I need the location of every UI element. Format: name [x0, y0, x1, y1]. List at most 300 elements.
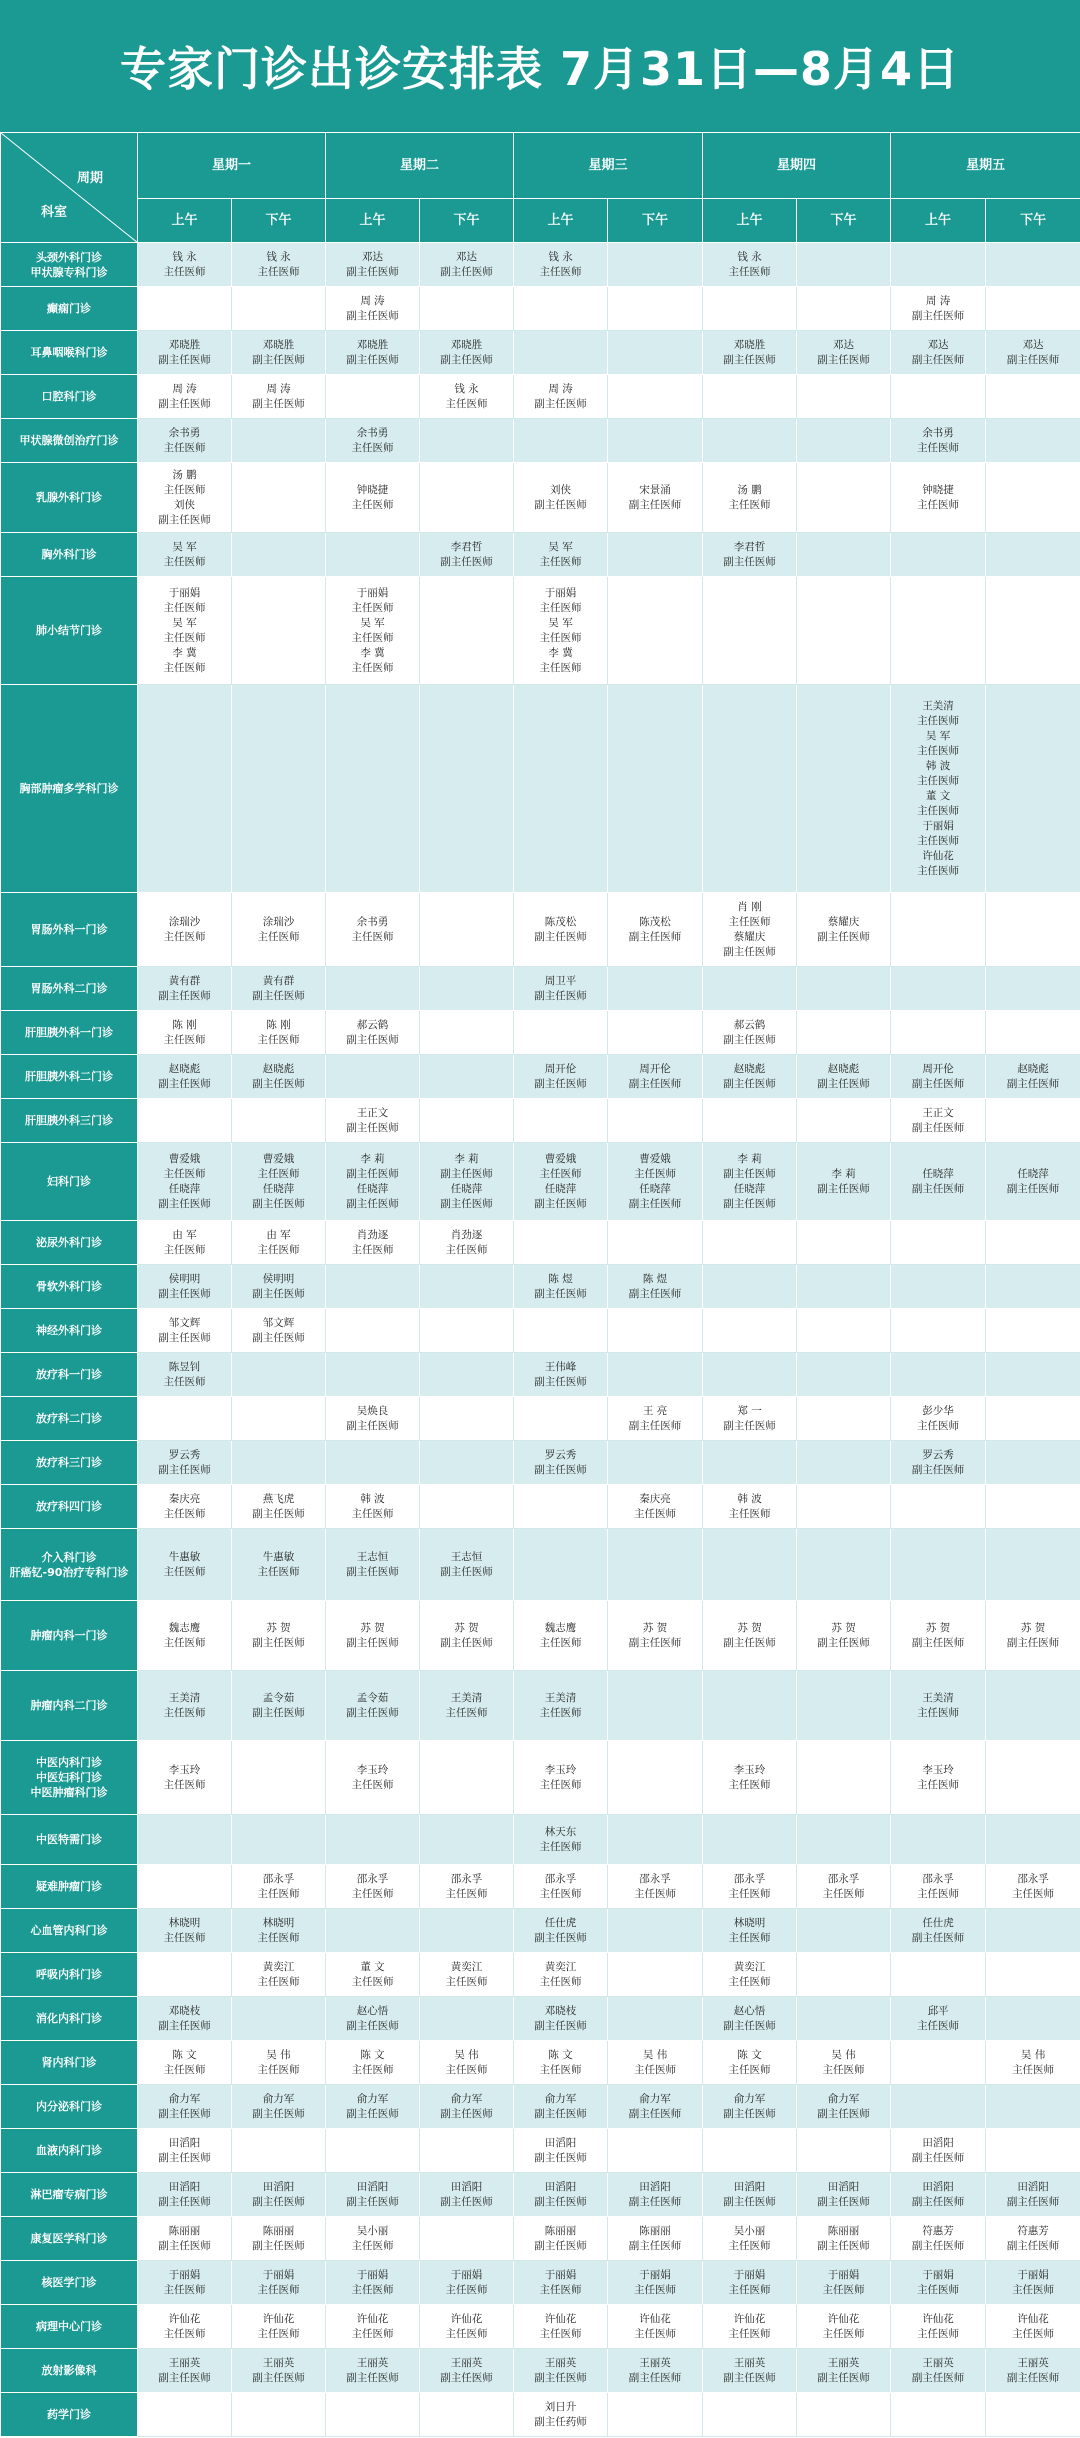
schedule-cell — [514, 1601, 608, 1671]
doctor-name: 李 莉 — [831, 1167, 856, 1180]
schedule-cell — [326, 1353, 420, 1397]
dept-cell — [1, 2173, 138, 2217]
schedule-cell — [232, 2129, 326, 2173]
doctor-name: 王丽英 — [168, 2356, 201, 2369]
schedule-cell — [703, 2129, 797, 2173]
schedule-cell — [891, 1265, 986, 1309]
schedule-cell — [138, 287, 232, 331]
schedule-cell — [138, 2041, 232, 2085]
schedule-body — [1, 243, 1080, 2437]
schedule-cell — [326, 2393, 420, 2437]
doctor-name: 任晓萍 — [1017, 1167, 1049, 1180]
schedule-cell — [608, 2129, 703, 2173]
schedule-cell — [326, 1909, 420, 1953]
doctor-title: 副主任医师 — [534, 2239, 587, 2252]
schedule-cell — [797, 243, 891, 287]
doctor-name: 周 涛 — [548, 382, 573, 395]
schedule-cell — [138, 2085, 232, 2129]
schedule-cell — [891, 1221, 986, 1265]
schedule-cell — [608, 1815, 703, 1865]
schedule-cell — [703, 331, 797, 375]
am-header: 上午 — [891, 199, 986, 243]
schedule-cell — [232, 1441, 326, 1485]
doctor-title: 副主任医师 — [346, 1167, 399, 1180]
doctor-name: 秦庆亮 — [639, 1492, 671, 1505]
schedule-cell — [232, 1815, 326, 1865]
doctor-title: 主任医师 — [1012, 2063, 1055, 2076]
doctor-name: 许仙花 — [1017, 2312, 1049, 2325]
schedule-cell — [138, 1099, 232, 1143]
doctor-name: 任晓萍 — [450, 1182, 483, 1195]
schedule-cell — [138, 2217, 232, 2261]
schedule-cell — [326, 243, 420, 287]
doctor-title: 主任医师 — [163, 1931, 206, 1944]
schedule-row — [1, 1909, 1080, 1953]
schedule-cell — [138, 1671, 232, 1741]
schedule-cell — [326, 463, 420, 533]
doctor-title: 主任医师 — [163, 265, 206, 278]
doctor-title: 副主任医师 — [817, 2371, 870, 2384]
doctor-title: 主任医师 — [351, 661, 394, 674]
schedule-cell — [514, 1529, 608, 1601]
schedule-cell — [514, 1815, 608, 1865]
doctor-title: 副主任医师 — [911, 309, 965, 322]
doctor-name: 吴 伟 — [454, 2048, 479, 2061]
dept-cell — [1, 2261, 138, 2305]
schedule-cell — [797, 1309, 891, 1353]
schedule-cell — [420, 287, 514, 331]
schedule-cell — [420, 1099, 514, 1143]
doctor-title: 主任医师 — [728, 2283, 771, 2296]
schedule-cell — [514, 463, 608, 533]
schedule-cell — [891, 331, 986, 375]
doctor-name: 林天东 — [544, 1825, 577, 1838]
doctor-title: 主任医师 — [917, 498, 960, 511]
schedule-cell — [514, 1143, 608, 1221]
schedule-cell — [514, 1909, 608, 1953]
schedule-cell — [891, 1953, 986, 1997]
doctor-name: 任晓萍 — [922, 1167, 954, 1180]
schedule-cell — [420, 1997, 514, 2041]
schedule-cell — [514, 331, 608, 375]
doctor-name: 王志恒 — [450, 1550, 483, 1563]
schedule-cell — [514, 1741, 608, 1815]
schedule-cell — [420, 1815, 514, 1865]
day-header: 星期五 — [891, 133, 1080, 199]
doctor-title: 副主任医师 — [346, 2371, 399, 2384]
dept-cell — [1, 1011, 138, 1055]
doctor-name: 陈 文 — [737, 2048, 762, 2061]
dept-name: 骨软外科门诊 — [36, 1280, 102, 1293]
schedule-cell — [986, 2173, 1080, 2217]
doctor-title: 主任医师 — [917, 1419, 960, 1432]
doctor-title: 主任医师 — [257, 1975, 300, 1988]
doctor-name: 于丽娟 — [168, 2268, 201, 2281]
schedule-cell — [797, 893, 891, 967]
doctor-name: 肖劲逐 — [450, 1228, 483, 1241]
doctor-title: 副主任医师 — [440, 1167, 493, 1180]
doctor-name: 许仙花 — [922, 849, 954, 862]
doctor-name: 符惠芳 — [922, 2224, 954, 2237]
dept-name: 疑难肿瘤门诊 — [36, 1880, 102, 1893]
doctor-name: 由 军 — [172, 1228, 197, 1241]
schedule-cell — [420, 1865, 514, 1909]
schedule-cell — [608, 1741, 703, 1815]
schedule-cell — [232, 577, 326, 685]
pm-header: 下午 — [608, 199, 703, 243]
schedule-cell — [420, 1397, 514, 1441]
dept-name: 肝癌钇-90治疗专科门诊 — [9, 1565, 129, 1579]
dept-name: 血液内科门诊 — [36, 2144, 102, 2157]
schedule-cell — [608, 1099, 703, 1143]
doctor-title: 副主任医师 — [628, 1287, 682, 1300]
schedule-row — [1, 1601, 1080, 1671]
doctor-name: 苏 贺 — [737, 1621, 762, 1634]
doctor-title: 主任医师 — [917, 1706, 960, 1719]
doctor-name: 黄奕江 — [733, 1960, 766, 1973]
schedule-cell — [608, 463, 703, 533]
doctor-title: 主任医师 — [728, 1507, 771, 1520]
schedule-cell — [326, 2349, 420, 2393]
doctor-title: 主任医师 — [163, 2283, 206, 2296]
doctor-title: 主任医师 — [539, 2063, 582, 2076]
doctor-title: 主任医师 — [728, 1778, 771, 1791]
schedule-cell — [138, 1485, 232, 1529]
doctor-name: 王 亮 — [642, 1404, 668, 1417]
schedule-cell — [986, 1011, 1080, 1055]
doctor-name: 俞力军 — [827, 2092, 860, 2105]
schedule-cell — [420, 2173, 514, 2217]
schedule-cell — [232, 2393, 326, 2437]
doctor-title: 主任医师 — [445, 1887, 488, 1900]
schedule-cell — [891, 2305, 986, 2349]
doctor-title: 副主任医师 — [252, 397, 305, 410]
doctor-name: 任仕虎 — [544, 1916, 577, 1929]
dept-cell — [1, 2217, 138, 2261]
doctor-title: 主任医师 — [163, 2327, 206, 2340]
doctor-name: 郑 一 — [737, 1404, 762, 1417]
dept-name: 放疗科一门诊 — [36, 1368, 102, 1381]
doctor-name: 赵晓彪 — [733, 1062, 766, 1075]
schedule-cell — [797, 375, 891, 419]
schedule-cell — [608, 1865, 703, 1909]
schedule-cell — [138, 1221, 232, 1265]
schedule-cell — [608, 2217, 703, 2261]
doctor-name: 任晓萍 — [168, 1182, 201, 1195]
schedule-cell — [514, 1265, 608, 1309]
schedule-cell — [326, 1485, 420, 1529]
schedule-cell — [891, 287, 986, 331]
doctor-title: 主任医师 — [163, 930, 206, 943]
dept-cell — [1, 1055, 138, 1099]
schedule-cell — [326, 893, 420, 967]
doctor-name: 田滔阳 — [544, 2180, 577, 2193]
doctor-name: 田滔阳 — [922, 2136, 954, 2149]
schedule-cell — [703, 1441, 797, 1485]
doctor-title: 副主任医师 — [158, 2195, 211, 2208]
am-header: 上午 — [703, 199, 797, 243]
schedule-cell — [514, 1485, 608, 1529]
schedule-cell — [986, 2349, 1080, 2393]
doctor-title: 副主任医师 — [158, 2371, 211, 2384]
doctor-title: 主任医师 — [163, 1243, 206, 1256]
schedule-cell — [138, 1143, 232, 1221]
doctor-name: 苏 贺 — [1020, 1621, 1046, 1634]
schedule-cell — [986, 1529, 1080, 1601]
schedule-cell — [797, 685, 891, 893]
doctor-name: 韩 波 — [925, 759, 951, 772]
schedule-cell — [232, 331, 326, 375]
doctor-title: 副主任医师 — [911, 2371, 965, 2384]
doctor-name: 魏志鹰 — [544, 1621, 577, 1634]
doctor-name: 田滔阳 — [827, 2180, 860, 2193]
schedule-cell — [703, 1529, 797, 1601]
schedule-cell — [891, 1815, 986, 1865]
doctor-name: 周开伦 — [639, 1062, 671, 1075]
schedule-cell — [232, 1055, 326, 1099]
doctor-name: 俞力军 — [356, 2092, 389, 2105]
schedule-cell — [420, 1441, 514, 1485]
doctor-title: 副主任医师 — [534, 2107, 587, 2120]
doctor-title: 主任医师 — [634, 2063, 677, 2076]
doctor-title: 副主任医师 — [534, 498, 587, 511]
doctor-title: 主任医师 — [257, 1033, 300, 1046]
doctor-title: 副主任医师 — [252, 2195, 305, 2208]
schedule-cell — [891, 577, 986, 685]
doctor-title: 副主任医师 — [534, 1197, 587, 1210]
doctor-title: 主任医师 — [163, 1706, 206, 1719]
schedule-cell — [703, 2305, 797, 2349]
doctor-name: 邵永孚 — [922, 1872, 954, 1885]
corner-diagonal — [1, 133, 138, 243]
schedule-cell — [986, 419, 1080, 463]
schedule-row — [1, 1997, 1080, 2041]
schedule-cell — [891, 2085, 986, 2129]
doctor-name: 钟晓捷 — [356, 483, 389, 496]
schedule-cell — [797, 1485, 891, 1529]
doctor-title: 主任医师 — [822, 2283, 865, 2296]
doctor-title: 主任医师 — [351, 498, 394, 511]
schedule-row — [1, 1865, 1080, 1909]
schedule-cell — [138, 2305, 232, 2349]
schedule-cell — [420, 1353, 514, 1397]
schedule-cell — [608, 1011, 703, 1055]
doctor-name: 陈 文 — [172, 2048, 197, 2061]
doctor-title: 主任医师 — [539, 1975, 582, 1988]
schedule-cell — [326, 1815, 420, 1865]
doctor-title: 主任医师 — [539, 265, 582, 278]
doctor-title: 主任医师 — [728, 2063, 771, 2076]
dept-cell — [1, 893, 138, 967]
schedule-cell — [703, 1099, 797, 1143]
schedule-cell — [608, 1143, 703, 1221]
schedule-cell — [138, 533, 232, 577]
schedule-cell — [232, 287, 326, 331]
doctor-title: 主任医师 — [163, 555, 206, 568]
schedule-cell — [797, 1997, 891, 2041]
schedule-cell — [891, 2217, 986, 2261]
schedule-cell — [420, 2261, 514, 2305]
schedule-row — [1, 1265, 1080, 1309]
dept-name: 病理中心门诊 — [36, 2320, 102, 2333]
doctor-title: 主任医师 — [1012, 2327, 1055, 2340]
schedule-cell — [514, 893, 608, 967]
doctor-name: 王丽英 — [922, 2356, 954, 2369]
dept-name: 神经外科门诊 — [36, 1324, 102, 1337]
doctor-title: 主任医师 — [351, 631, 394, 644]
doctor-title: 副主任医师 — [723, 555, 776, 568]
schedule-cell — [891, 1441, 986, 1485]
dept-name: 肝胆胰外科二门诊 — [25, 1070, 113, 1083]
doctor-name: 赵心悟 — [356, 2004, 389, 2017]
schedule-cell — [514, 1055, 608, 1099]
schedule-cell — [797, 1353, 891, 1397]
doctor-name: 牛惠敏 — [262, 1550, 295, 1563]
doctor-name: 于丽娟 — [1017, 2268, 1049, 2281]
schedule-cell — [326, 1221, 420, 1265]
schedule-cell — [797, 419, 891, 463]
doctor-name: 罗云秀 — [544, 1448, 577, 1461]
doctor-name: 周 涛 — [925, 294, 951, 307]
dept-cell — [1, 1997, 138, 2041]
dept-name: 内分泌科门诊 — [36, 2100, 102, 2113]
doctor-name: 陈丽丽 — [262, 2224, 295, 2237]
dept-cell — [1, 331, 138, 375]
schedule-cell — [703, 2393, 797, 2437]
schedule-cell — [608, 1353, 703, 1397]
corner-header — [1, 133, 138, 243]
doctor-title: 副主任医师 — [817, 1182, 870, 1195]
schedule-cell — [232, 1997, 326, 2041]
doctor-title: 副主任医师 — [534, 2019, 587, 2032]
doctor-name: 邓晓胜 — [356, 338, 389, 351]
dept-cell — [1, 1909, 138, 1953]
doctor-name: 汤 鹏 — [737, 483, 762, 496]
dept-name: 口腔科门诊 — [41, 390, 97, 403]
schedule-cell — [986, 1485, 1080, 1529]
schedule-cell — [608, 1671, 703, 1741]
schedule-cell — [232, 1011, 326, 1055]
doctor-title: 副主任医师 — [534, 1375, 587, 1388]
doctor-name: 吴 伟 — [642, 2048, 668, 2061]
schedule-cell — [986, 577, 1080, 685]
schedule-cell — [138, 1865, 232, 1909]
doctor-name: 李 冀 — [548, 646, 573, 659]
day-header: 星期二 — [326, 133, 514, 199]
schedule-cell — [703, 2261, 797, 2305]
schedule-cell — [608, 1997, 703, 2041]
dept-cell — [1, 1397, 138, 1441]
schedule-cell — [420, 533, 514, 577]
doctor-name: 邓晓枝 — [168, 2004, 201, 2017]
schedule-cell — [420, 967, 514, 1011]
doctor-title: 主任医师 — [351, 2063, 394, 2076]
schedule-cell — [420, 243, 514, 287]
schedule-cell — [891, 1397, 986, 1441]
doctor-name: 陈 刚 — [266, 1018, 291, 1031]
doctor-name: 肖 刚 — [737, 900, 762, 913]
schedule-cell — [797, 533, 891, 577]
doctor-title: 副主任医师 — [158, 353, 211, 366]
am-header: 上午 — [326, 199, 420, 243]
dept-cell — [1, 1529, 138, 1601]
doctor-title: 副主任医师 — [628, 498, 682, 511]
schedule-cell — [420, 1601, 514, 1671]
schedule-cell — [138, 685, 232, 893]
doctor-name: 李 莉 — [737, 1152, 762, 1165]
doctor-name: 余书勇 — [356, 426, 389, 439]
schedule-cell — [797, 1265, 891, 1309]
schedule-cell — [703, 2173, 797, 2217]
dept-cell — [1, 2349, 138, 2393]
doctor-title: 主任医师 — [1012, 2283, 1055, 2296]
doctor-title: 主任医师 — [917, 744, 960, 757]
schedule-cell — [703, 287, 797, 331]
doctor-title: 主任医师 — [728, 915, 771, 928]
doctor-name: 于丽娟 — [639, 2268, 671, 2281]
schedule-cell — [326, 2041, 420, 2085]
doctor-title: 副主任医师 — [723, 1033, 776, 1046]
schedule-cell — [986, 1221, 1080, 1265]
doctor-name: 田滔阳 — [262, 2180, 295, 2193]
schedule-cell — [891, 533, 986, 577]
schedule-cell — [326, 577, 420, 685]
doctor-name: 邱平 — [927, 2004, 949, 2017]
dept-name: 甲状腺微创治疗门诊 — [19, 434, 119, 447]
doctor-name: 田滔阳 — [356, 2180, 389, 2193]
doctor-title: 副主任医师 — [723, 2107, 776, 2120]
page-title: 专家门诊出诊安排表 7月31日—8月4日 — [0, 0, 1080, 132]
doctor-name: 吴小丽 — [733, 2224, 766, 2237]
doctor-title: 主任医师 — [539, 631, 582, 644]
schedule-row — [1, 893, 1080, 967]
schedule-cell — [891, 463, 986, 533]
schedule-cell — [797, 1221, 891, 1265]
am-header: 上午 — [138, 199, 232, 243]
doctor-name: 黄奕江 — [450, 1960, 483, 1973]
doctor-name: 陈丽丽 — [544, 2224, 577, 2237]
doctor-title: 副主任医师 — [440, 2107, 493, 2120]
doctor-title: 主任医师 — [728, 498, 771, 511]
doctor-title: 副主任医师 — [534, 2195, 587, 2208]
schedule-cell — [138, 1529, 232, 1601]
doctor-name: 涂瑞沙 — [262, 915, 295, 928]
schedule-row — [1, 2349, 1080, 2393]
schedule-cell — [232, 2217, 326, 2261]
schedule-cell — [797, 2393, 891, 2437]
schedule-cell — [420, 2129, 514, 2173]
schedule-cell — [608, 1601, 703, 1671]
doctor-name: 彭少华 — [922, 1404, 954, 1417]
doctor-title: 副主任医师 — [346, 1197, 399, 1210]
doctor-name: 陈 文 — [360, 2048, 385, 2061]
dept-cell — [1, 533, 138, 577]
doctor-title: 副主任医师 — [346, 353, 399, 366]
schedule-cell — [986, 1143, 1080, 1221]
dept-cell — [1, 2041, 138, 2085]
schedule-cell — [232, 1397, 326, 1441]
doctor-title: 副主任医师 — [628, 930, 682, 943]
doctor-title: 主任医师 — [728, 1887, 771, 1900]
dept-name: 药学门诊 — [47, 2408, 91, 2421]
schedule-cell — [326, 287, 420, 331]
doctor-name: 于丽娟 — [356, 2268, 389, 2281]
schedule-cell — [514, 1997, 608, 2041]
schedule-cell — [326, 1055, 420, 1099]
doctor-title: 副主任医师 — [1006, 2239, 1060, 2252]
doctor-name: 吴 军 — [548, 616, 573, 629]
schedule-cell — [138, 1055, 232, 1099]
